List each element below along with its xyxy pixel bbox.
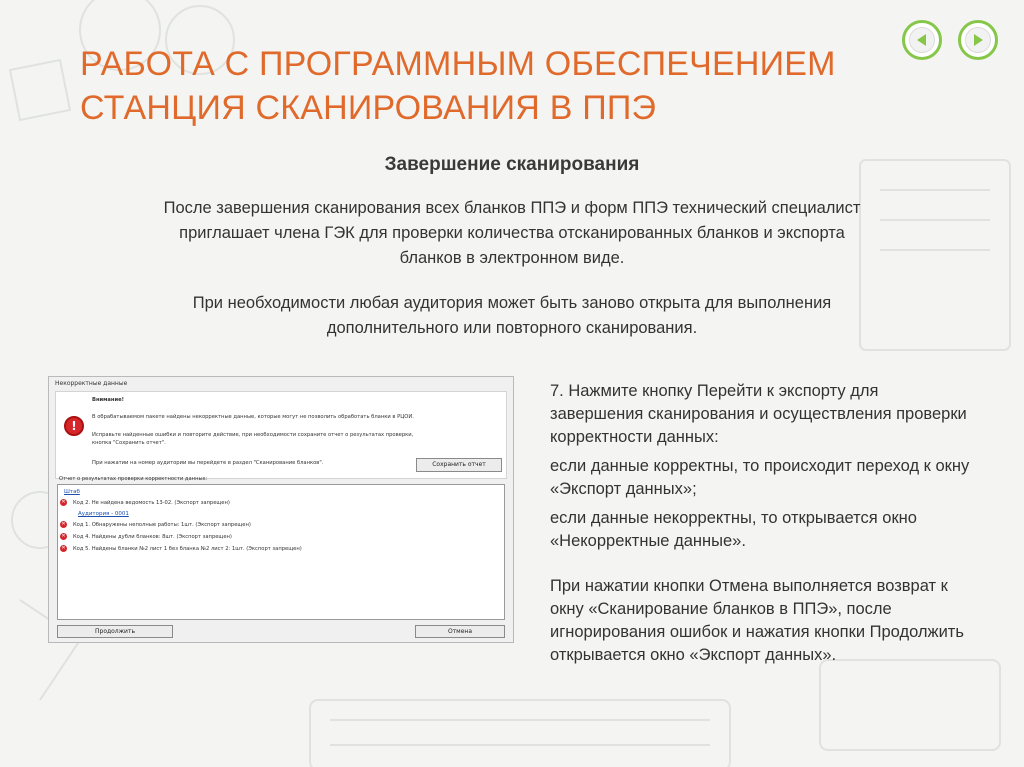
error-icon: ✕ [61, 533, 66, 539]
warning-line-1: В обрабатываемом пакете найдены некорректные данные, которые могут не позволить обработать бланки в РЦОИ. [92, 414, 414, 420]
report-error-row [60, 533, 232, 540]
arrow-left-icon [914, 32, 930, 48]
report-error-row [60, 521, 251, 528]
next-slide-button[interactable] [958, 20, 998, 60]
report-error-row [60, 499, 230, 506]
warning-panel [55, 391, 507, 479]
save-report-button[interactable]: Сохранить отчет [416, 458, 502, 472]
warning-icon: ! [64, 416, 84, 436]
warning-line-4: При нажатии на номер аудитории вы перейдете в раздел "Сканирование бланков". [92, 460, 324, 466]
report-error-text: Код 2. Не найдена ведомость 13-02. (Экспорт запрещен) [73, 500, 230, 506]
report-list [57, 484, 505, 620]
report-label: Отчет о результатах проверки корректности данных: [59, 476, 208, 482]
step-7-incorrect: если данные некорректны, то открывается окно «Некорректные данные». [550, 509, 917, 550]
intro-text [160, 196, 864, 361]
instructions-text [550, 380, 970, 673]
cancel-button[interactable]: Отмена [415, 625, 505, 638]
error-icon: ✕ [61, 545, 66, 551]
step-7-correct: если данные корректны, то происходит переход к окну «Экспорт данных»; [550, 457, 970, 498]
incorrect-data-dialog [48, 376, 514, 643]
report-group-auditorium[interactable]: Аудитория - 0001 [78, 511, 129, 517]
report-error-text: Код 5. Найдены бланки №2 лист 1 без бланка №2 лист 2: 1шт. (Экспорт запрещен) [73, 546, 302, 552]
report-error-row [60, 545, 302, 552]
step-7: 7. Нажмите кнопку Перейти к экспорту для завершения сканирования и осуществления проверки корректности данных: [550, 382, 967, 446]
cancel-note: При нажатии кнопки Отмена выполняется возврат к окну «Сканирование бланков в ППЭ», после игнорирования ошибок и нажатия кнопки Продолжить открывается окно «Экспорт данных». [550, 577, 964, 664]
dialog-title: Некорректные данные [55, 380, 128, 387]
section-heading: Завершение сканирования [384, 154, 640, 175]
intro-paragraph-2: При необходимости любая аудитория может быть заново открыта для выполнения дополнительного или повторного сканирования. [192, 294, 832, 337]
page-title [80, 42, 920, 130]
error-icon: ✕ [61, 521, 66, 527]
attention-label: Внимание! [92, 397, 125, 403]
report-group-staff[interactable]: Штаб [64, 489, 80, 495]
title-line-2: СТАНЦИЯ СКАНИРОВАНИЯ В ППЭ [80, 89, 657, 127]
intro-paragraph-1: После завершения сканирования всех бланков ППЭ и форм ППЭ технический специалист приглашает члена ГЭК для проверки количества отсканированных бланков и экспорта бланков в электронном виде. [163, 199, 861, 267]
warning-line-2: Исправьте найденные ошибки и повторите действие, при необходимости сохраните отчет о результатах проверки, [92, 432, 414, 438]
report-error-text: Код 1. Обнаружены неполные работы: 1шт. (Экспорт запрещен) [73, 522, 251, 528]
warning-line-3: кнопка "Сохранить отчет". [92, 440, 166, 446]
report-error-text: Код 4. Найдены дубли бланков: 8шт. (Экспорт запрещен) [73, 534, 232, 540]
title-line-1: РАБОТА С ПРОГРАММНЫМ ОБЕСПЕЧЕНИЕМ [80, 45, 836, 83]
error-icon: ✕ [61, 499, 66, 505]
continue-button[interactable]: Продолжить [57, 625, 173, 638]
arrow-right-icon [970, 32, 986, 48]
prev-slide-button[interactable] [902, 20, 942, 60]
